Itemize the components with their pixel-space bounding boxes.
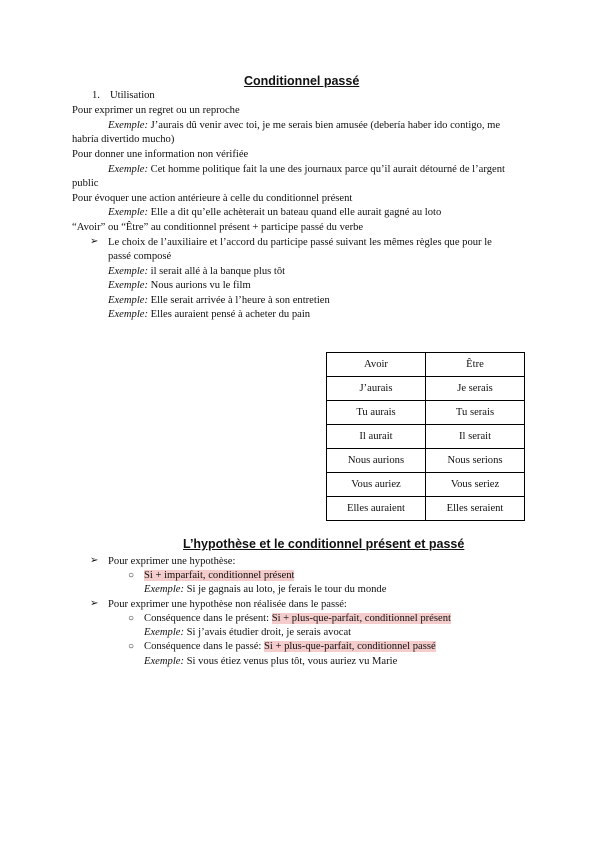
example-regret xyxy=(108,120,526,131)
table-header: Avoir xyxy=(327,353,426,377)
circle-bullet-icon: ○ xyxy=(128,570,135,581)
example-line xyxy=(108,309,310,320)
example-line xyxy=(144,584,386,595)
example-text: J’aurais dû venir avec toi, je me serais bien amusée (debería haber ido contigo, me xyxy=(148,120,501,131)
consequence-label: Conséquence dans le présent: xyxy=(144,613,272,624)
example-label: Exemple: xyxy=(144,627,184,638)
consequence-present xyxy=(144,613,451,624)
arrow-bullet-icon: ➢ xyxy=(90,236,99,247)
consequence-label: Conséquence dans le passé: xyxy=(144,641,265,652)
example-text: Nous aurions vu le film xyxy=(148,280,251,291)
example-line xyxy=(108,266,285,277)
table-cell: Il aurait xyxy=(327,425,426,449)
table-cell: Elles auraient xyxy=(327,497,426,521)
example-text: Si vous étiez venus plus tôt, vous auriez vu Marie xyxy=(184,656,398,667)
arrow-bullet-icon: ➢ xyxy=(90,598,99,609)
example-text: Elles auraient pensé à acheter du pain xyxy=(148,309,311,320)
example-label: Exemple: xyxy=(144,656,184,667)
example-label: Exemple: xyxy=(108,309,148,320)
highlighted-rule: Si + imparfait, conditionnel présent xyxy=(144,570,295,581)
example-unverified xyxy=(108,164,505,175)
table-cell: Je serais xyxy=(426,377,525,401)
formation-rule: “Avoir” ou “Être” au conditionnel présent + participe passé du verbe xyxy=(72,222,364,233)
example-line xyxy=(108,295,330,306)
use-anterior: Pour évoquer une action antérieure à celle du conditionnel présent xyxy=(72,193,353,204)
highlighted-rule: Si + plus-que-parfait, conditionnel passé xyxy=(264,641,436,652)
table-cell: Vous auriez xyxy=(327,473,426,497)
example-line xyxy=(144,627,351,638)
example-label: Exemple: xyxy=(108,164,148,175)
page-title: Conditionnel passé xyxy=(244,74,360,88)
example-label: Exemple: xyxy=(108,280,148,291)
table-cell: Elles seraient xyxy=(426,497,525,521)
example-text: Si j’avais étudier droit, je serais avocat xyxy=(184,627,352,638)
table-header: Être xyxy=(426,353,525,377)
example-anterior xyxy=(108,207,441,218)
example-unverified-cont: public xyxy=(72,178,99,189)
table-cell: Il serait xyxy=(426,425,525,449)
use-unverified: Pour donner une information non vérifiée xyxy=(72,149,249,160)
example-label: Exemple: xyxy=(108,120,148,131)
table-header-row xyxy=(327,353,525,377)
table-row xyxy=(327,377,525,401)
section-title: L’hypothèse et le conditionnel présent et passé xyxy=(183,537,465,551)
table-row xyxy=(327,425,525,449)
example-regret-cont: habría divertido mucho) xyxy=(72,134,175,145)
hypothesis-bullet: Pour exprimer une hypothèse: xyxy=(108,556,236,567)
example-label: Exemple: xyxy=(108,295,148,306)
auxiliary-rule: Le choix de l’auxiliaire et l’accord du participe passé suivant les mêmes règles que pour le xyxy=(108,237,492,248)
auxiliary-rule-cont: passé composé xyxy=(108,251,172,262)
example-label: Exemple: xyxy=(108,266,148,277)
table-cell: Tu serais xyxy=(426,401,525,425)
example-line xyxy=(108,280,251,291)
table-cell: Vous seriez xyxy=(426,473,525,497)
highlighted-rule: Si + plus-que-parfait, conditionnel présent xyxy=(271,613,451,624)
section-number: 1. xyxy=(92,90,100,101)
table-row xyxy=(327,449,525,473)
table-cell: Tu aurais xyxy=(327,401,426,425)
arrow-bullet-icon: ➢ xyxy=(90,555,99,566)
section-heading: Utilisation xyxy=(110,90,155,101)
hypothesis-rule xyxy=(144,570,294,581)
unrealized-hypothesis-bullet: Pour exprimer une hypothèse non réalisée dans le passé: xyxy=(108,599,347,610)
example-line xyxy=(144,656,397,667)
example-text: Elle serait arrivée à l’heure à son entretien xyxy=(148,295,330,306)
table-row xyxy=(327,401,525,425)
conjugation-table xyxy=(326,352,525,521)
table-cell: Nous aurions xyxy=(327,449,426,473)
example-text: Elle a dit qu’elle achèterait un bateau quand elle aurait gagné au loto xyxy=(148,207,442,218)
use-regret: Pour exprimer un regret ou un reproche xyxy=(72,105,240,116)
example-text: Cet homme politique fait la une des journaux parce qu’il aurait détourné de l’argent xyxy=(148,164,505,175)
table-cell: Nous serions xyxy=(426,449,525,473)
table-cell: J’aurais xyxy=(327,377,426,401)
circle-bullet-icon: ○ xyxy=(128,641,135,652)
example-label: Exemple: xyxy=(144,584,184,595)
example-label: Exemple: xyxy=(108,207,148,218)
consequence-past xyxy=(144,641,436,652)
table-row xyxy=(327,473,525,497)
circle-bullet-icon: ○ xyxy=(128,613,135,624)
example-text: Si je gagnais au loto, je ferais le tour du monde xyxy=(184,584,387,595)
example-text: il serait allé à la banque plus tôt xyxy=(148,266,286,277)
table-row xyxy=(327,497,525,521)
